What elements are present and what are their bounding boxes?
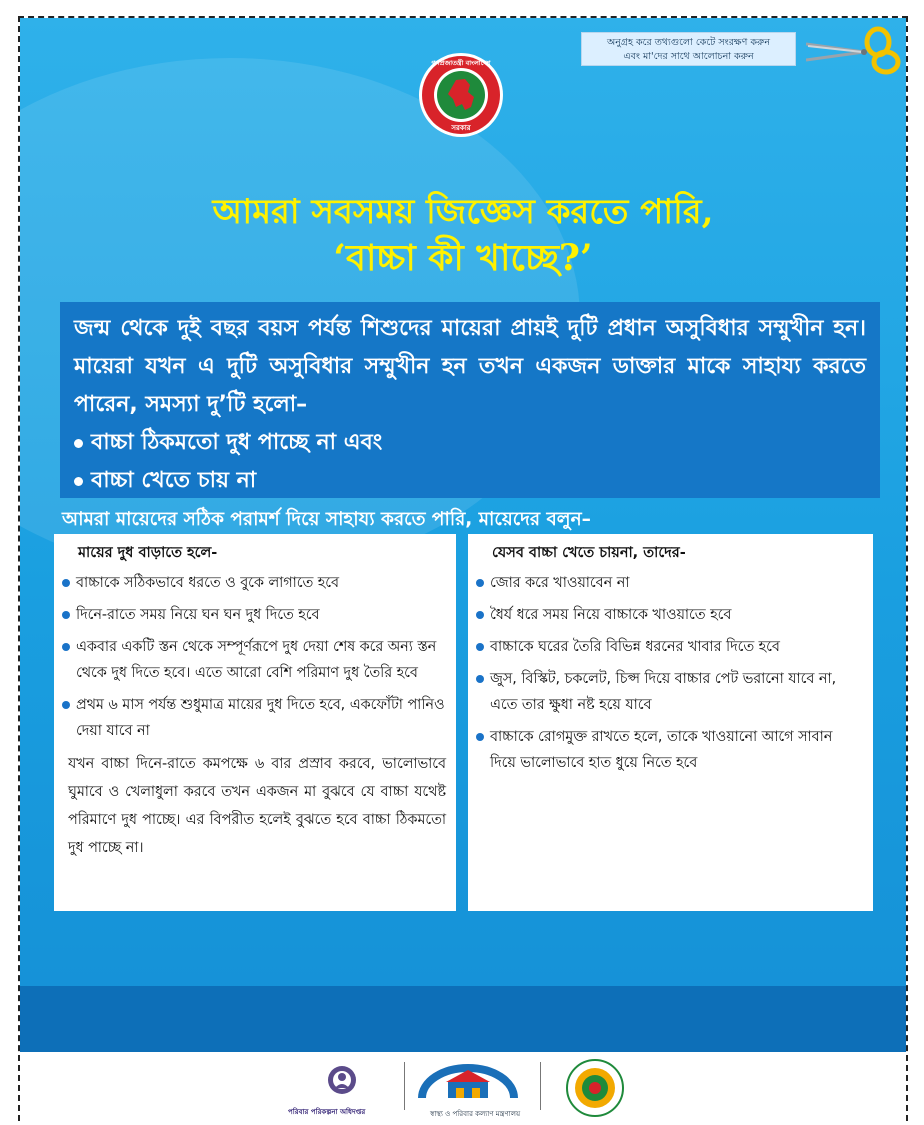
list-item-text: বাচ্চাকে সঠিকভাবে ধরতে ও বুকে লাগাতে হবে (76, 575, 339, 591)
logo-1-caption: পরিবার পরিকল্পনা অধিদপ্তর (288, 1108, 366, 1116)
picky-eater-advice-panel (468, 534, 873, 911)
bottom-band (20, 986, 906, 1052)
headline-line-2: ‘বাচ্চা কী খাচ্ছে?’ (333, 237, 593, 279)
bullet-dot-icon (62, 611, 70, 619)
problem-text: বাচ্চা খেতে চায় না (91, 468, 257, 493)
bullet-dot-icon (476, 675, 484, 683)
list-item-text: বাচ্চাকে রোগমুক্ত রাখতে হলে, তাকে খাওয়ানো আগে সাবান দিয়ে ভালোভাবে হাত ধুয়ে নিতে হবে (490, 729, 833, 771)
list-item (476, 666, 861, 718)
bullet-dot-icon (74, 439, 83, 448)
problem-list (74, 424, 866, 500)
list-item (476, 724, 861, 776)
list-item-text: একবার একটি স্তন থেকে সম্পূর্ণরূপে দুধ দেয়া শেষ করে অন্য স্তন থেকে দুধ দিতে হবে। এতে আরো বেশি পরিমাণ দুধ তৈরি হবে (76, 639, 437, 681)
intro-paragraph: জন্ম থেকে দুই বছর বয়স পর্যন্ত শিশুদের মায়েরা প্রায়ই দুটি প্রধান অসুবিধার সম্মুখীন হন। মায়েরা যখন এ দুটি অসুবিধার সম্মুখীন হন তখন একজন ডাক্তার মাকে সাহায্য করতে পারেন, সমস্যা দু’টি হলো– (74, 316, 866, 417)
headline (20, 190, 906, 282)
advice-subheading: আমরা মায়েদের সঠিক পরামর্শ দিয়ে সাহায্য করতে পারি, মায়েদের বলুন– (62, 509, 591, 530)
intro-box (60, 302, 880, 498)
cut-and-keep-notice (581, 32, 796, 66)
breastmilk-advice-panel (54, 534, 456, 911)
list-item-text: জোর করে খাওয়াবেন না (490, 575, 630, 591)
bullet-dot-icon (62, 643, 70, 651)
problem-text: বাচ্চা ঠিকমতো দুধ পাচ্ছে না এবং (91, 430, 383, 455)
panel-heading: মায়ের দুধ বাড়াতে হলে- (78, 545, 218, 561)
bullet-dot-icon (62, 579, 70, 587)
list-item (62, 692, 446, 744)
list-item (62, 634, 446, 686)
third-partner-logo-icon (564, 1058, 626, 1118)
scissors-icon (806, 26, 906, 78)
bullet-dot-icon (476, 579, 484, 587)
poster (20, 18, 906, 1052)
list-item-text: জুস, বিস্কিট, চকলেট, চিপ্স দিয়ে বাচ্চার পেট ভরানো যাবে না, এতে তার ক্ষুধা নষ্ট হয়ে যাবে (490, 671, 837, 713)
seal-top-text: গণপ্রজাতন্ত্রী বাংলাদেশ (431, 59, 491, 67)
notice-line-2: এবং মা'দের সাথে আলোচনা করুন (623, 51, 754, 62)
bullet-dot-icon (62, 701, 70, 709)
bullet-dot-icon (476, 643, 484, 651)
seal-bottom-text: সরকার (451, 124, 471, 132)
footer-logos (20, 1052, 906, 1122)
list-item (62, 570, 446, 596)
logo-divider (404, 1062, 405, 1110)
list-item (476, 602, 861, 628)
list-item (476, 570, 861, 596)
list-item-text: বাচ্চাকে ঘরের তৈরি বিভিন্ন ধরনের খাবার দিতে হবে (490, 639, 780, 655)
list-item (476, 634, 861, 660)
headline-line-1: আমরা সবসময় জিজ্ঞেস করতে পারি, (212, 192, 714, 232)
list-item-text: দিনে-রাতে সময় নিয়ে ঘন ঘন দুধ দিতে হবে (76, 607, 320, 623)
problem-item (74, 462, 866, 500)
logo-divider (540, 1062, 541, 1110)
bullet-dot-icon (74, 477, 83, 486)
logo-2-caption: স্বাস্থ্য ও পরিবার কল্যাণ মন্ত্রণালয় (430, 1110, 521, 1118)
panel-note: যখন বাচ্চা দিনে-রাতে কমপক্ষে ৬ বার প্রস্রাব করবে, ভালোভাবে ঘুমাবে ও খেলাধুলা করবে তখন একজন মা বুঝবে যে বাচ্চা যথেষ্ট পরিমাণে দুধ পাচ্ছে। এর বিপরীত হলেই বুঝতে হবে বাচ্চা ঠিকমতো দুধ পাচ্ছে না। (68, 756, 446, 856)
list-item (62, 602, 446, 628)
panel-heading: যেসব বাচ্চা খেতে চায়না, তাদের- (492, 545, 686, 561)
bullet-dot-icon (476, 733, 484, 741)
notice-line-1: অনুগ্রহ করে তথ্যগুলো কেটে সংরক্ষণ করুন (606, 37, 771, 48)
list-item-text: ধৈর্য ধরে সময় নিয়ে বাচ্চাকে খাওয়াতে হবে (490, 607, 732, 623)
problem-item (74, 424, 866, 462)
bullet-dot-icon (476, 611, 484, 619)
list-item-text: প্রথম ৬ মাস পর্যন্ত শুধুমাত্র মায়ের দুধ দিতে হবে, একফোঁটা পানিও দেয়া যাবে না (76, 697, 445, 739)
